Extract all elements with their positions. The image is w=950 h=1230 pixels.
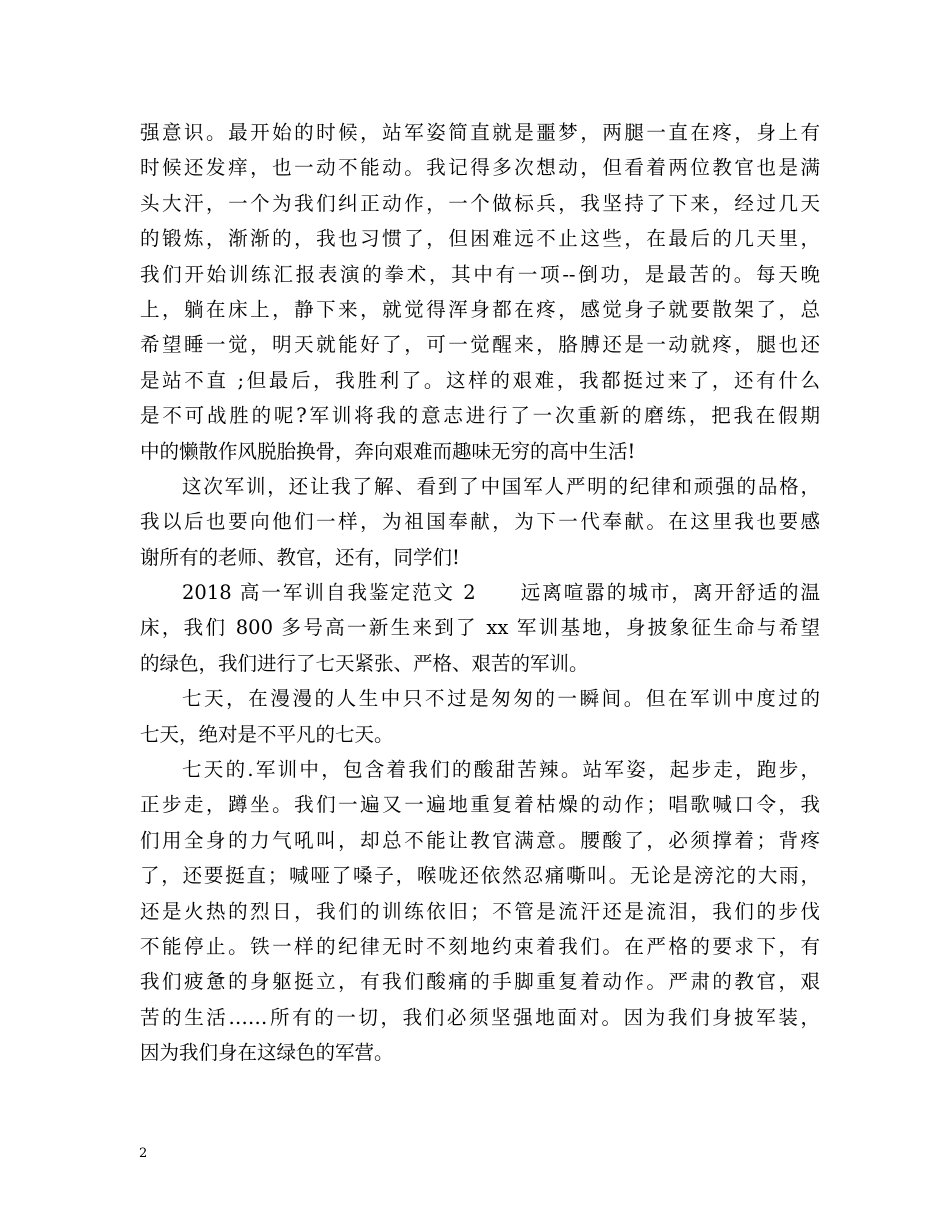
text-line: 是站不直 ;但最后，我胜利了。这样的艰难，我都挺过来了，还有什么 [140, 368, 820, 392]
text-line: 的绿色，我们进行了七天紧张、严格、艰苦的军训。 [140, 651, 589, 675]
text-line: 因为我们身在这绿色的军营。 [140, 1041, 394, 1065]
body-text [140, 115, 820, 1071]
text-line: 这次军训，还让我了解、看到了中国军人严明的纪律和顽强的品格， [182, 474, 820, 498]
text-line: 还是火热的烈日，我们的训练依旧；不管是流汗还是流泪，我们的步伐 [140, 899, 820, 923]
text-line: 希望睡一觉，明天就能好了，可一觉醒来，胳膊还是一动就疼，腿也还 [140, 333, 820, 357]
text-line: 2018 高一军训自我鉴定范文 2 远离喧嚣的城市，离开舒适的温 [182, 581, 820, 605]
text-line: 不能停止。铁一样的纪律无时不刻地约束着我们。在严格的要求下，有 [140, 934, 820, 958]
text-line: 床，我们 800 多号高一新生来到了 xx 军训基地，身披象征生命与希望 [140, 616, 820, 640]
text-line: 正步走，蹲坐。我们一遍又一遍地重复着枯燥的动作；唱歌喊口令，我 [140, 793, 820, 817]
text-line: 头大汗，一个为我们纠正动作，一个做标兵，我坚持了下来，经过几天 [140, 191, 820, 215]
text-line: 七天，在漫漫的人生中只不过是匆匆的一瞬间。但在军训中度过的 [182, 687, 820, 711]
text-line: 七天，绝对是不平凡的七天。 [140, 722, 394, 746]
text-line: 上，躺在床上，静下来，就觉得浑身都在疼，感觉身子就要散架了，总 [140, 297, 820, 321]
text-line: 时候还发痒，也一动不能动。我记得多次想动，但看着两位教官也是满 [140, 156, 820, 180]
text-line: 强意识。最开始的时候，站军姿简直就是噩梦，两腿一直在疼，身上有 [140, 121, 820, 144]
text-line: 了，还要挺直；喊哑了嗓子，喉咙还依然忍痛嘶叫。无论是滂沱的大雨， [140, 864, 820, 888]
text-line: 谢所有的老师、教官，还有，同学们! [140, 545, 460, 569]
text-line: 中的懒散作风脱胎换骨，奔向艰难而趣味无穷的高中生活! [140, 439, 636, 463]
text-line: 苦的生活……所有的一切，我们必须坚强地面对。因为我们身披军装， [140, 1005, 820, 1029]
text-line: 的锻炼，渐渐的，我也习惯了，但困难远不止这些，在最后的几天里， [140, 227, 820, 251]
text-line: 七天的.军训中，包含着我们的酸甜苦辣。站军姿，起步走，跑步， [182, 758, 820, 782]
text-line: 我们开始训练汇报表演的拳术，其中有一项--倒功，是最苦的。每天晚 [140, 262, 820, 286]
text-line: 是不可战胜的呢?军训将我的意志进行了一次重新的磨练，把我在假期 [140, 404, 820, 428]
text-line: 们用全身的力气吼叫，却总不能让教官满意。腰酸了，必须撑着；背疼 [140, 828, 820, 852]
text-line: 我以后也要向他们一样，为祖国奉献，为下一代奉献。在这里我也要感 [140, 510, 820, 534]
text-line: 我们疲惫的身躯挺立，有我们酸痛的手脚重复着动作。严肃的教官，艰 [140, 970, 820, 994]
page-number: 2 [139, 1146, 148, 1161]
